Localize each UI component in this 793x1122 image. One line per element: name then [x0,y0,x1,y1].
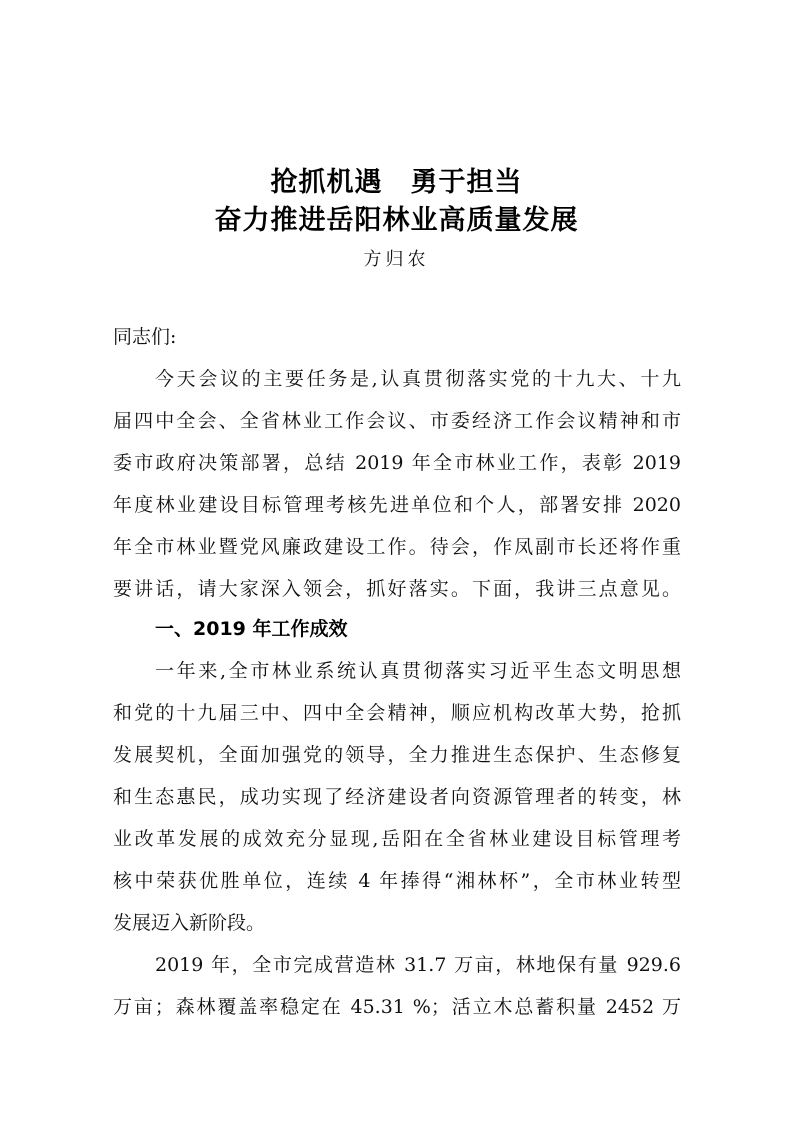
paragraph-1-line: 年全市林业暨党风廉政建设工作。待会，作凤副市长还将作重 [113,536,681,558]
paragraph-1-line: 今天会议的主要任务是,认真贯彻落实党的十九大、十九 [155,368,681,390]
paragraph-2-line: 发展契机，全面加强党的领导，全力推进生态保护、生态修复 [113,744,681,766]
paragraph-2-line: 一年来,全市林业系统认真贯彻落实习近平生态文明思想 [155,660,681,682]
paragraph-2-line: 业改革发展的成效充分显现,岳阳在全省林业建设目标管理考 [113,828,681,850]
paragraph-1-line: 届四中全会、全省林业工作会议、市委经济工作会议精神和市 [113,410,681,432]
title-line-1: 抢抓机遇 勇于担当 [270,167,523,198]
title-line-2: 奋力推进岳阳林业高质量发展 [214,205,579,236]
paragraph-3-line: 2019 年，全市完成营造林 31.7 万亩，林地保有量 929.6 [155,954,681,976]
paragraph-2-line: 核中荣获优胜单位，连续 4 年捧得“湘林杯”，全市林业转型 [113,870,681,892]
section-heading: 一、2019 年工作成效 [155,618,348,640]
paragraph-1-line: 要讲话，请大家深入领会，抓好落实。下面，我讲三点意见。 [113,578,681,600]
author-name: 方归农 [363,249,430,270]
paragraph-3-line: 万亩；森林覆盖率稳定在 45.31 %；活立木总蓄积量 2452 万 [113,996,681,1018]
paragraph-1-line: 年度林业建设目标管理考核先进单位和个人，部署安排 2020 [113,494,681,516]
paragraph-2-line: 发展迈入新阶段。 [113,912,266,934]
paragraph-2-line: 和生态惠民，成功实现了经济建设者向资源管理者的转变，林 [113,786,681,808]
salutation: 同志们: [113,326,177,348]
paragraph-2-line: 和党的十九届三中、四中全会精神，顺应机构改革大势，抢抓 [113,702,681,724]
paragraph-1-line: 委市政府决策部署，总结 2019 年全市林业工作，表彰 2019 [113,452,681,474]
